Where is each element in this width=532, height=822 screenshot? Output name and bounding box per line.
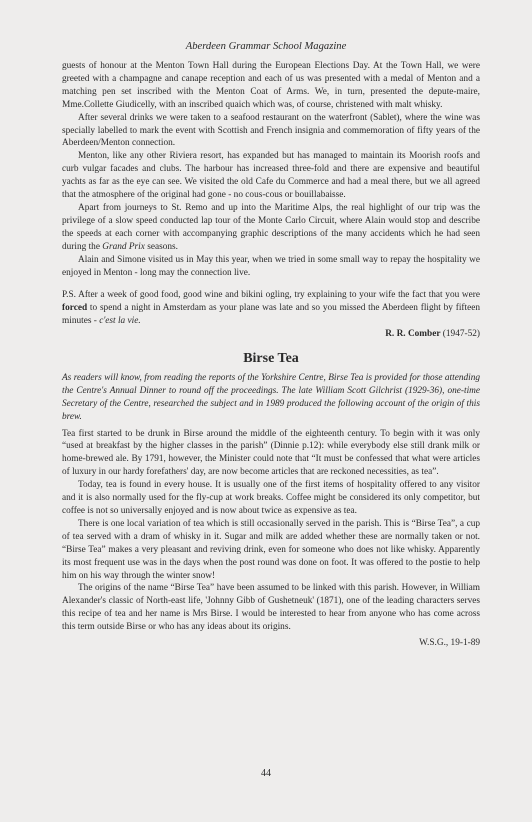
- paragraph: [62, 202, 480, 254]
- spacer: [62, 279, 480, 289]
- author-signature: [62, 328, 480, 341]
- article-signoff: W.S.G., 19-1-89: [419, 638, 480, 649]
- paragraph: Today, tea is found in every house. It is usually one of the first items of hospitality offered to any visitor and it is also normally used for the fly-cup at work breaks. Coffee might be considered its only competitor, but coffee is not so universally enjoyed and is now about twice as expensive as tea.: [62, 480, 480, 516]
- article-intro: As readers will know, from reading the reports of the Yorkshire Centre, Birse Tea is provided for those attending the Centre's Annual Dinner to round off the proceedings. The late William Scott Gilchrist (1929-36), one-time Secretary of the Centre, researched the subject and in 1989 produced the following account of the origin of this brew.: [62, 372, 480, 422]
- running-header: Aberdeen Grammar School Magazine: [185, 41, 347, 52]
- paragraph: Alain and Simone visited us in May this year, when we tried in some small way to repay the hospitality we enjoyed in Menton - long may the connection live.: [62, 254, 480, 278]
- bold-text: forced: [62, 303, 88, 314]
- paragraph: guests of honour at the Menton Town Hall during the European Elections Day. At the Town Hall, we were greeted with a champagne and canape reception and each of us was presented with a medal of Menton and a matching pen set inscribed with the Menton Coat of Arms. We, in turn, presented the depute-maire, Mme.Collette Giudicelly, with an inscribed quaich which was, of course, christened with malt whisky.: [62, 61, 480, 110]
- italic-text: Grand Prix: [102, 241, 145, 252]
- article-body: [62, 60, 480, 650]
- text-run: P.S. After a week of good food, good wine and bikini ogling, try explaining to your wife the fact that you were: [62, 290, 480, 301]
- paragraph: The origins of the name “Birse Tea” have been assumed to be linked with this parish. However, in William Alexander's classic of North-east life, 'Johnny Gibb of Gushetneuk' (1871), one of the leading characters serves this recipe of tea and her name is Mrs Birse. I would be interested to hear from anyone who has come across this term outside Birse or who has any ideas about its origins.: [62, 583, 480, 633]
- paragraph: After several drinks we were taken to a seafood restaurant on the waterfront (Sablet), where the wine was specially labelled to mark the event with Scottish and French insignia and commemoration of fifty years of the Aberdeen/Menton connection.: [62, 112, 480, 149]
- text-run: Apart from journeys to St. Remo and up into the Maritime Alps, the real highlight of our trip was the privilege of a slow speed conducted lap tour of the Monte Carlo Circuit, where Alain would stop and describe the speeds at each corner with accompanying graphic descriptions of the many accidents which he had seen during the: [62, 202, 480, 252]
- postscript: [62, 289, 480, 328]
- italic-text: c'est la vie.: [99, 316, 141, 327]
- paragraph: There is one local variation of tea which is still occasionally served in the parish. This is “Birse Tea”, a cup of tea served with a dram of whisky in it. Sugar and milk are added whether these are normally taken or not. “Birse Tea” makes a very pleasant and reviving drink, even for someone who does not like whisky. Apparently its most frequent use was in the days when the post round was done on foot. It was offered to the postie to help him on his way through the winter snow!: [62, 518, 480, 581]
- paragraph: Tea first started to be drunk in Birse around the middle of the eighteenth century. To begin with it was only “used at breakfast by the higher classes in the parish” (Dinnie p.12): while everybody else still drank milk or home-brewed ale. By 1791, however, the Minister could note that “It must be confessed that what were articles of luxury in our hardy forefathers' day, are now become articles that are reckoned necessities, as tea”.: [62, 428, 480, 478]
- author-years: (1947-52): [440, 329, 480, 340]
- paragraph: Menton, like any other Riviera resort, has expanded but has managed to maintain its Moorish roofs and curb vulgar facades and clubs. The harbour has increased three-fold and there are expensive and beautiful yachts as far as the eye can see. We visited the old Cafe du Commerce and had a meal there, but we all agreed that the atmosphere of the original had gone - no cous-cous or bouillabaisse.: [62, 151, 480, 201]
- article-title: Birse Tea: [243, 351, 299, 367]
- text-run: to spend a night in Amsterdam as your plane was late and so you missed the Aberdeen flight by fifteen minutes -: [62, 303, 480, 327]
- author-name: R. R. Comber: [385, 329, 441, 340]
- page-number: 44: [261, 768, 271, 779]
- text-run: seasons.: [144, 241, 178, 252]
